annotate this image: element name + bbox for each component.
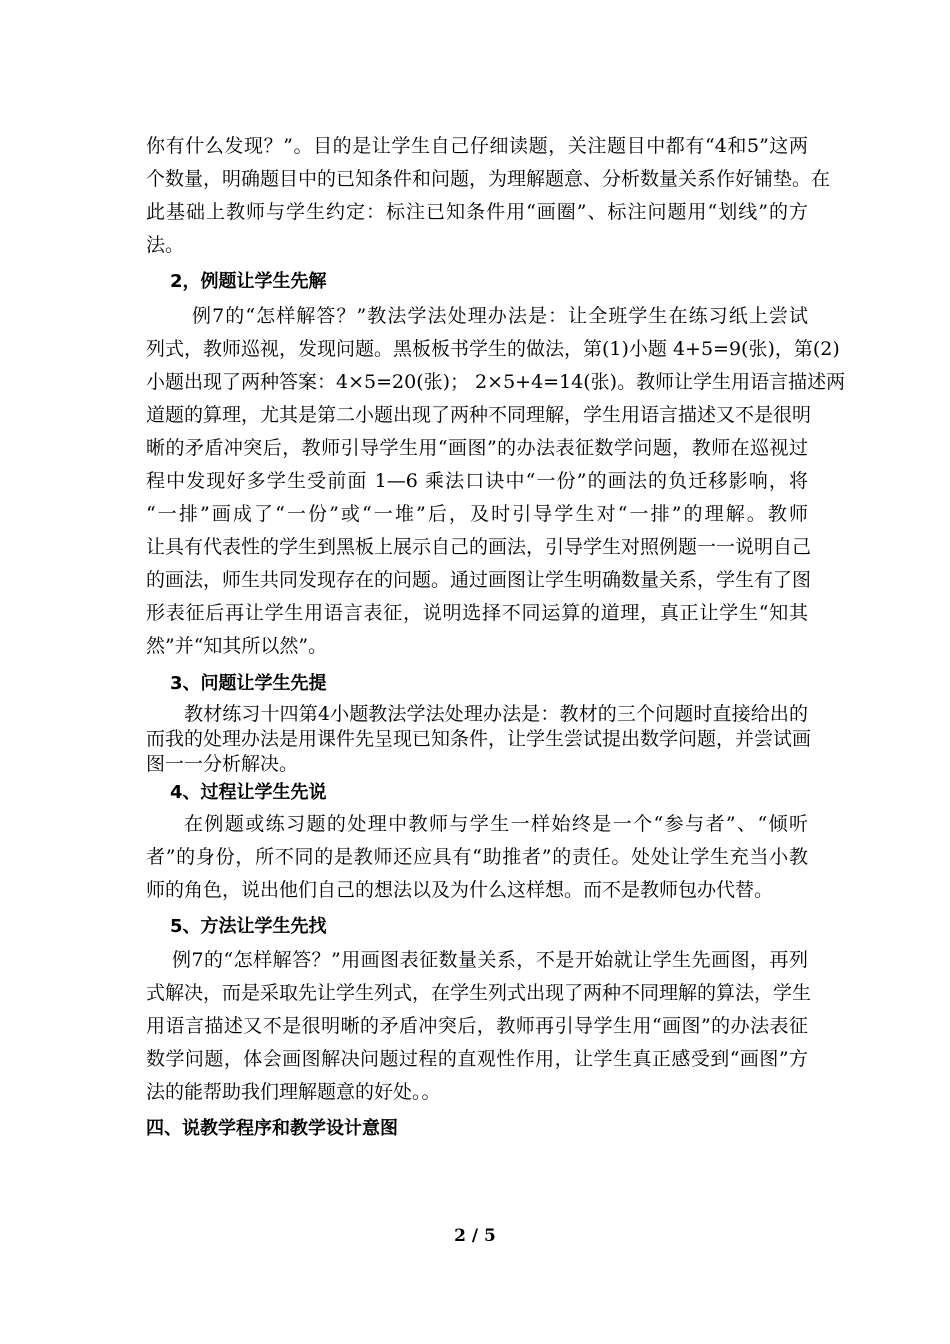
paragraph-line: 而我的处理办法是用课件先呈现已知条件，让学生尝试提出数学问题，并尝试画 bbox=[146, 728, 812, 750]
paragraph-line: 例7的“怎样解答？”教法学法处理办法是：让全班学生在练习纸上尝试 bbox=[192, 305, 808, 327]
paragraph-line: 图一一分析解决。 bbox=[146, 753, 299, 775]
paragraph-line: 数学问题，体会画图解决问题过程的直观性作用，让学生真正感受到“画图”方 bbox=[146, 1048, 808, 1070]
paragraph-line: 个数量，明确题目中的已知条件和问题，为理解题意、分析数量关系作好铺垫。在 bbox=[146, 168, 831, 190]
paragraph-line: 教材练习十四第4小题教法学法处理办法是：教材的三个问题时直接给出的 bbox=[184, 703, 808, 725]
paragraph-line: 小题出现了两种答案：4×5=20(张)； 2×5+4=14(张)。教师让学生用语言描述两 bbox=[146, 371, 846, 393]
paragraph-line: 道题的算理，尤其是第二小题出现了两种不同理解，学生用语言描述又不是很明 bbox=[146, 404, 812, 426]
paragraph-line: 者”的身份，所不同的是教师还应具有“助推者”的责任。处处让学生充当小教 bbox=[146, 846, 808, 868]
paragraph-line: 然”并“知其所以然”。 bbox=[146, 635, 328, 657]
section-heading-3: 3、问题让学生先提 bbox=[170, 673, 327, 694]
paragraph-line: 列式，教师巡视，发现问题。黑板板书学生的做法，第(1)小题 4+5=9(张)，第(2) bbox=[146, 338, 840, 360]
paragraph-line: 让具有代表性的学生到黑板上展示自己的画法，引导学生对照例题一一说明自己 bbox=[146, 536, 812, 558]
paragraph-line: 法。 bbox=[146, 234, 185, 256]
paragraph-line: 晰的矛盾冲突后，教师引导学生用“画图”的办法表征数学问题，教师在巡视过 bbox=[146, 437, 808, 459]
paragraph-line: “一排”画成了“一份”或“一堆”后，及时引导学生对“一排”的理解。教师 bbox=[146, 503, 808, 525]
paragraph-line: 式解决，而是采取先让学生列式，在学生列式出现了两种不同理解的算法，学生 bbox=[146, 982, 812, 1004]
paragraph-line: 此基础上教师与学生约定：标注已知条件用“画圈”、标注问题用“划线”的方 bbox=[146, 201, 808, 223]
section-heading-four: 四、说教学程序和教学设计意图 bbox=[146, 1118, 398, 1139]
section-heading-2: 2，例题让学生先解 bbox=[170, 271, 327, 292]
paragraph-line: 形表征后再让学生用语言表征，说明选择不同运算的道理，真正让学生“知其 bbox=[146, 602, 808, 624]
paragraph-line: 师的角色，说出他们自己的想法以及为什么这样想。而不是教师包办代替。 bbox=[146, 879, 774, 901]
section-heading-4: 4、过程让学生先说 bbox=[170, 782, 327, 803]
paragraph-line: 在例题或练习题的处理中教师与学生一样始终是一个“参与者”、“倾听 bbox=[184, 813, 808, 835]
section-heading-5: 5、方法让学生先找 bbox=[170, 916, 327, 937]
paragraph-line: 程中发现好多学生受前面 1—6 乘法口诀中“一份”的画法的负迁移影响，将 bbox=[146, 470, 808, 492]
page-number: 2 / 5 bbox=[454, 1226, 496, 1246]
paragraph-line: 的画法，师生共同发现存在的问题。通过画图让学生明确数量关系，学生有了图 bbox=[146, 569, 812, 591]
paragraph-line: 你有什么发现？”。目的是让学生自己仔细读题，关注题目中都有“4和5”这两 bbox=[146, 135, 808, 157]
paragraph-line: 法的能帮助我们理解题意的好处。。 bbox=[146, 1081, 441, 1103]
paragraph-line: 例7的“怎样解答？”用画图表征数量关系，不是开始就让学生先画图，再列 bbox=[172, 949, 808, 971]
paragraph-line: 用语言描述又不是很明晰的矛盾冲突后，教师再引导学生用“画图”的办法表征 bbox=[146, 1015, 808, 1037]
